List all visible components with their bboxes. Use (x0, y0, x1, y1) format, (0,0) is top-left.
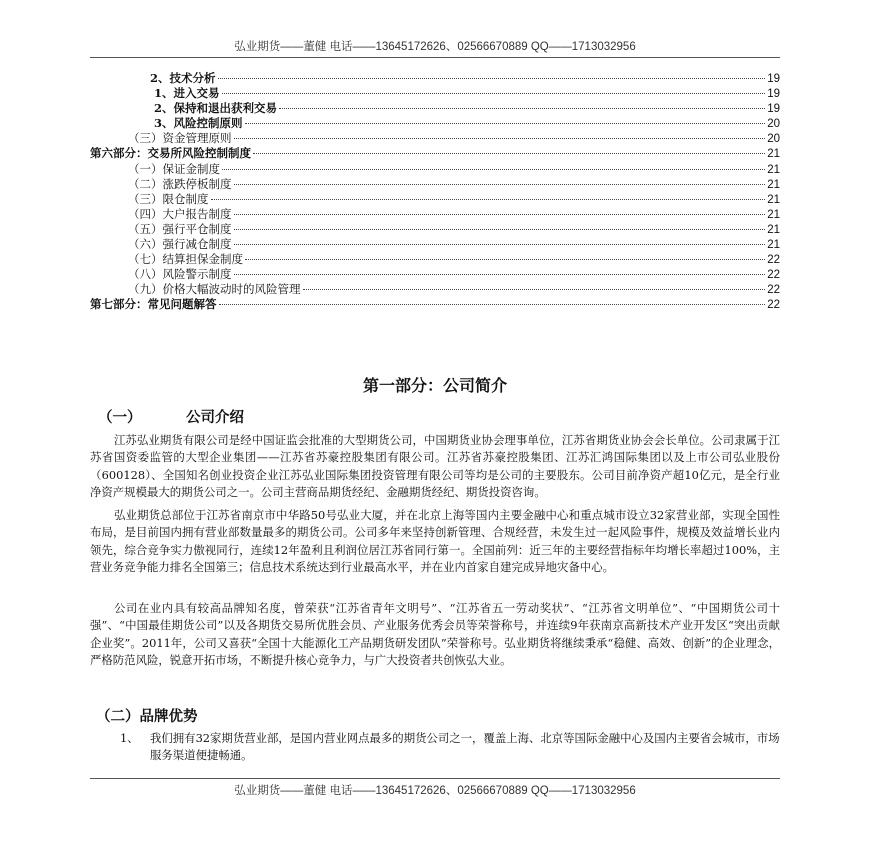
toc-entry[interactable] (90, 146, 780, 161)
page-footer: 弘业期货——董健 电话——13645172626、02566670889 QQ——1713032956 (90, 778, 780, 798)
toc-entry-label: （一）保证金制度 (128, 161, 220, 176)
toc-entry[interactable] (90, 297, 780, 312)
toc-entry[interactable] (90, 131, 780, 146)
toc-entry-page: 21 (767, 223, 780, 236)
toc-entry-label: 3、风险控制原则 (154, 116, 243, 131)
toc-entry[interactable] (90, 207, 780, 222)
toc-dot-leader (234, 274, 766, 275)
toc-entry-page: 19 (767, 88, 780, 101)
list-item-text: 我们拥有32家期货营业部，是国内营业网点最多的期货公司之一，覆盖上海、北京等国际金融中心及国内主要省会城市，市场服务渠道便捷畅通。 (150, 731, 780, 763)
toc-entry-label: （二）涨跌停板制度 (128, 176, 232, 191)
toc-entry[interactable] (90, 101, 780, 116)
part1-title: 第一部分：公司简介 (362, 376, 507, 395)
toc-entry-page: 22 (767, 254, 780, 267)
section1-title: 公司介绍 (186, 409, 244, 426)
toc-entry[interactable] (90, 162, 780, 177)
section1-heading (98, 406, 244, 427)
toc-entry[interactable] (90, 267, 780, 282)
toc-entry-page: 21 (767, 148, 780, 161)
toc-entry[interactable] (90, 222, 780, 237)
toc-entry-label: （七）结算担保金制度 (128, 252, 243, 267)
toc-entry-page: 20 (767, 118, 780, 131)
toc-entry-page: 21 (767, 208, 780, 221)
toc-dot-leader (211, 199, 766, 200)
toc-entry-page: 22 (767, 284, 780, 297)
toc-dot-leader (279, 108, 765, 109)
toc-entry-label: 2、技术分析 (150, 71, 216, 85)
toc-entry[interactable] (90, 116, 780, 131)
toc-dot-leader (234, 138, 766, 139)
toc-dot-leader (219, 304, 766, 305)
toc-entry-page: 22 (767, 299, 780, 312)
toc-entry[interactable] (90, 71, 780, 86)
toc-dot-leader (234, 214, 766, 215)
toc-dot-leader (222, 169, 765, 170)
toc-entry[interactable] (90, 252, 780, 267)
table-of-contents (90, 71, 780, 313)
toc-entry-page: 19 (767, 73, 780, 85)
toc-entry-page: 20 (767, 133, 780, 146)
toc-entry[interactable] (90, 282, 780, 297)
toc-dot-leader (234, 229, 766, 230)
toc-entry-label: （八）风险警示制度 (128, 267, 232, 282)
paragraph-honors: 公司在业内具有较高品牌知名度，曾荣获“江苏省青年文明号”、“江苏省五一劳动奖状”、“江苏省文明单位”、“中国期货公司十强”、“中国最佳期货公司”以及各期货交易所优胜会员、产业服务优秀会员等荣誉称号，并连续9年获南京高新技术产业开发区“突出贡献企业奖”。2011年，公司又喜获“全国十大能源化工产品期货研发团队”荣誉称号。弘业期货将继续秉承“稳健、高效、创新”的企业理念，严格防范风险，锐意开拓市场，不断提升核心竞争力，与广大投资者共创恢弘大业。 (90, 601, 780, 668)
toc-entry-label: 1、进入交易 (154, 86, 220, 101)
toc-entry-page: 21 (767, 239, 780, 252)
toc-entry-label: （三）资金管理原则 (128, 131, 232, 146)
toc-entry-page: 21 (767, 193, 780, 206)
toc-dot-leader (245, 259, 765, 260)
toc-entry-page: 19 (767, 103, 780, 116)
toc-dot-leader (234, 244, 766, 245)
toc-entry-page: 21 (767, 163, 780, 176)
toc-dot-leader (303, 289, 766, 290)
toc-entry-label: （九）价格大幅波动时的风险管理 (128, 282, 301, 297)
list-item-number: 1、 (120, 731, 139, 745)
paragraph-headquarters: 弘业期货总部位于江苏省南京市中华路50号弘业大厦，并在北京上海等国内主要金融中心和重点城市设立32家营业部，实现全国性布局，是目前国内拥有营业部数量最多的期货公司。公司多年来坚持创新管理、合规经营，未发生过一起风险事件，规模及效益增长业内领先，综合竞争实力傲视同行，连续12年盈利且利润位居江苏省同行第一。全国前列：近三年的主要经营指标年均增长率超过100%，主营业务竞争能力排名全国第三；信息技术系统达到行业最高水平，并在业内首家自建完成异地灾备中心。 (90, 508, 780, 575)
toc-entry-label: 第六部分：交易所风险控制制度 (90, 146, 251, 161)
toc-dot-leader (234, 184, 766, 185)
paragraph-company-intro: 江苏弘业期货有限公司是经中国证监会批准的大型期货公司，中国期货业协会理事单位，江苏省期货业协会会长单位。公司隶属于江苏省国资委监管的大型企业集团——江苏省苏豪控股集团有限公司。江苏省苏豪控股集团、江苏汇鸿国际集团以及上市公司弘业股份（600128）、全国知名创业投资企业江苏弘业国际集团投资管理有限公司等均是公司的主要股东。公司目前净资产超10亿元，是全行业净资产规模最大的期货公司之一。公司主营商品期货经纪、金融期货经纪、期货投资咨询。 (90, 433, 780, 500)
toc-entry-label: 2、保持和退出获利交易 (154, 101, 278, 116)
page-header: 弘业期货——董健 电话——13645172626、02566670889 QQ——1713032956 (90, 38, 780, 58)
toc-entry-page: 21 (767, 178, 780, 191)
toc-entry-label: （五）强行平仓制度 (128, 221, 232, 236)
toc-entry[interactable] (90, 177, 780, 192)
toc-entry[interactable] (90, 192, 780, 207)
toc-entry-label: （六）强行减仓制度 (128, 237, 232, 252)
list-item (120, 730, 780, 765)
toc-dot-leader (245, 123, 766, 124)
toc-entry[interactable] (90, 237, 780, 252)
toc-dot-leader (218, 78, 766, 79)
section1-number: （一） (98, 409, 142, 426)
toc-entry-page: 22 (767, 269, 780, 282)
toc-dot-leader (253, 153, 765, 154)
section2-heading: （二）品牌优势 (96, 708, 198, 725)
toc-dot-leader (222, 93, 766, 94)
toc-entry-label: （四）大户报告制度 (128, 206, 232, 221)
toc-entry[interactable] (90, 86, 780, 101)
toc-entry-label: （三）限仓制度 (128, 191, 209, 206)
toc-entry-label: 第七部分：常见问题解答 (90, 297, 217, 312)
